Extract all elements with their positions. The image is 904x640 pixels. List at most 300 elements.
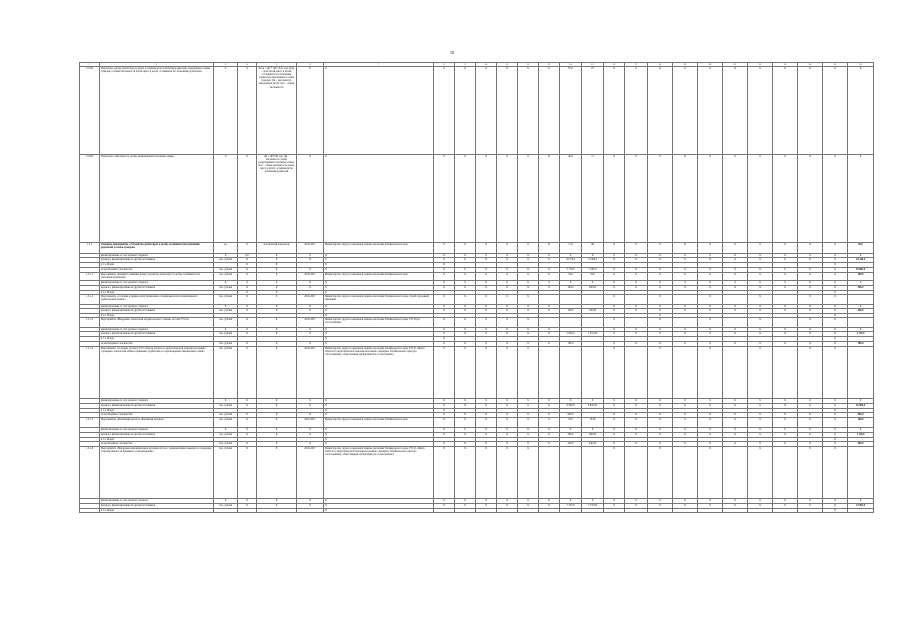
table-cell: X (698, 503, 723, 508)
table-cell: X (455, 432, 476, 437)
table-cell: X (648, 286, 673, 291)
table-cell: X (823, 268, 848, 273)
row-name-cell: в т.ч. Фонда (100, 508, 214, 512)
table-cell: 70,0 (560, 417, 582, 427)
table-cell: X (297, 503, 324, 508)
table-cell: X (698, 243, 723, 254)
table-cell: X (257, 286, 297, 291)
table-cell: X (698, 398, 723, 403)
column-number-cell: 14 (560, 63, 582, 67)
table-cell: X (604, 268, 625, 273)
table-cell: X (297, 281, 324, 286)
table-cell (238, 508, 257, 512)
table-cell: X (518, 498, 539, 503)
table-cell: 0,0 (238, 254, 257, 258)
row-name-cell: Основное мероприятие «Устройство детей-сирот и детей, оставшихся без попечения родителей, в семьи граждан» (100, 243, 214, 254)
table-cell: X (748, 243, 773, 254)
table-cell: X (297, 398, 324, 403)
table-cell: X (497, 503, 518, 508)
table-cell: X (723, 412, 748, 417)
table-cell: X (698, 441, 723, 446)
table-cell (648, 508, 673, 512)
table-cell: X (848, 305, 874, 309)
table-cell: X (848, 398, 874, 403)
table-cell (604, 508, 625, 512)
table-cell: X (625, 503, 648, 508)
row-code-cell: 1.5.1.3 (80, 318, 100, 328)
table-cell: X (648, 305, 673, 309)
table-cell (773, 446, 798, 498)
table-cell: X (773, 268, 798, 273)
table-cell (723, 346, 748, 398)
table-cell: X (748, 328, 773, 332)
table-cell: X (297, 412, 324, 417)
table-row (80, 417, 874, 427)
table-cell: X (539, 281, 560, 286)
table-cell: X (648, 346, 673, 398)
table-cell (539, 446, 560, 498)
table-cell: 6 300,0 (560, 403, 582, 408)
table-cell: X (648, 258, 673, 263)
table-cell: тыс. рублей (214, 341, 238, 346)
table-cell: X (455, 286, 476, 291)
column-number-cell: 12 (518, 63, 539, 67)
table-cell: X (698, 273, 723, 281)
table-cell (539, 295, 560, 305)
table-cell: X (539, 403, 560, 408)
table-cell: тыс. рублей (214, 417, 238, 427)
table-cell: X (214, 398, 238, 403)
table-cell: X (455, 446, 476, 498)
table-cell: X (238, 446, 257, 498)
table-cell: 300,0 (560, 286, 582, 291)
table-cell: Дв = Дв*100, где: Дв – численность детей, возвращенных в кровные семьи; Доб – общая численность детей-сирот и детей, оставшихся без попечения родителей (257, 155, 297, 243)
table-cell: X (648, 498, 673, 503)
table-cell: X (673, 427, 698, 432)
table-row (80, 346, 874, 398)
row-name-cell: Мероприятие «Создание в медико-регистрационных, специальной или ограниченных в родительских правах» (100, 295, 214, 305)
table-cell: тыс. рублей (214, 286, 238, 291)
table-cell: X (297, 341, 324, 346)
table-cell: тыс. рублей (214, 295, 238, 305)
table-cell: X (748, 273, 773, 281)
table-cell: X (673, 503, 698, 508)
table-cell: X (673, 243, 698, 254)
table-cell: X (673, 417, 698, 427)
table-cell: X (476, 398, 497, 403)
table-cell: X (518, 403, 539, 408)
table-cell: X (673, 432, 698, 437)
table-cell: X (238, 346, 257, 398)
table-cell: X (518, 318, 539, 328)
table-cell: X (476, 441, 497, 446)
table-cell: X (673, 332, 698, 337)
column-number-cell: 23 (773, 63, 798, 67)
table-cell: X (798, 318, 823, 328)
table-cell: X (698, 286, 723, 291)
table-cell: X (518, 332, 539, 337)
table-cell (560, 295, 582, 305)
table-cell: X (604, 403, 625, 408)
table-cell: X (324, 281, 434, 286)
table-cell: X (455, 305, 476, 309)
table-cell: X (604, 281, 625, 286)
table-cell: X (723, 258, 748, 263)
table-cell: 2016-2017 (297, 273, 324, 281)
table-cell: 87 (582, 67, 604, 155)
table-cell: X (539, 503, 560, 508)
table-cell: X (798, 417, 823, 427)
table-cell: X (518, 286, 539, 291)
table-cell: X (748, 258, 773, 263)
table-cell: X (823, 67, 848, 155)
table-cell: X (238, 286, 257, 291)
table-cell: X (673, 305, 698, 309)
table-cell: X (214, 305, 238, 309)
table-cell: X (748, 67, 773, 155)
table-cell (455, 508, 476, 512)
table-cell: X (748, 341, 773, 346)
table-cell: X (723, 432, 748, 437)
table-cell: 78,0 (582, 273, 604, 281)
table-cell: X (238, 403, 257, 408)
row-name-cell: в т.ч. Фонда (100, 291, 214, 295)
table-cell: X (560, 281, 582, 286)
table-cell: X (823, 273, 848, 281)
table-cell (625, 508, 648, 512)
table-cell: X (518, 328, 539, 332)
table-cell: X (748, 268, 773, 273)
table-cell (848, 318, 874, 328)
table-cell: Министерство труда и социальной защиты населения Забайкальского края, Служба (родовых) приемных (324, 295, 434, 305)
table-cell: X (497, 243, 518, 254)
table-cell: тыс. рублей (214, 258, 238, 263)
table-cell: X (238, 67, 257, 155)
table-cell: X (497, 286, 518, 291)
table-cell: 13 994,0 (582, 258, 604, 263)
row-code-cell: 1.5.1.6 (80, 446, 100, 498)
table-cell: X (823, 437, 848, 441)
row-name-cell: из необходимого количества (100, 341, 214, 346)
table-cell: X (625, 441, 648, 446)
table-cell: X (798, 309, 823, 314)
table-cell: X (539, 254, 560, 258)
table-cell: X (723, 498, 748, 503)
table-cell: X (823, 332, 848, 337)
table-cell: X (238, 398, 257, 403)
table-cell: X (497, 281, 518, 286)
table-cell: 87,0 (560, 67, 582, 155)
table-cell: X (324, 67, 434, 155)
column-number-cell: 26 (848, 63, 874, 67)
table-cell: 46,0 (560, 155, 582, 243)
row-code-cell: 1.5.1.1 (80, 273, 100, 281)
table-cell: X (476, 67, 497, 155)
row-code-cell: 1.5.002 (80, 155, 100, 243)
table-cell: X (723, 332, 748, 337)
table-cell: X (518, 273, 539, 281)
table-cell: X (673, 309, 698, 314)
table-cell: X (434, 258, 455, 263)
table-cell (560, 346, 582, 398)
table-cell: X (648, 268, 673, 273)
table-cell: X (673, 281, 698, 286)
table-cell: 560,00 (582, 432, 604, 437)
table-cell: X (497, 346, 518, 398)
table-cell: X (723, 268, 748, 273)
row-name-cell: в т.ч. Фонда (100, 437, 214, 441)
table-cell: X (214, 281, 238, 286)
table-cell: X (625, 341, 648, 346)
table-cell: X (673, 273, 698, 281)
table-cell: X (848, 427, 874, 432)
table-cell: X (324, 498, 434, 503)
table-cell: X (324, 427, 434, 432)
table-cell (476, 508, 497, 512)
table-cell: X (455, 295, 476, 305)
table-cell: X (673, 254, 698, 258)
table-cell: X (539, 441, 560, 446)
table-cell: 8 835,00 (582, 403, 604, 408)
table-cell: X (518, 268, 539, 273)
table-cell: X (455, 243, 476, 254)
table-cell: X (625, 286, 648, 291)
row-name-cell: краевого, финансирование из других источников (100, 309, 214, 314)
table-cell (723, 508, 748, 512)
table-cell: X (582, 254, 604, 258)
column-number-cell: 8 (434, 63, 455, 67)
table-cell: X (673, 498, 698, 503)
table-cell: % (214, 155, 238, 243)
table-cell: X (434, 243, 455, 254)
table-cell: X (297, 427, 324, 432)
table-cell: X (257, 417, 297, 427)
table-cell: X (434, 273, 455, 281)
table-cell: X (823, 408, 848, 412)
table-cell: X (823, 281, 848, 286)
table-cell: X (748, 417, 773, 427)
table-cell: 300,0 (848, 286, 874, 291)
column-number-cell: 19 (673, 63, 698, 67)
table-cell: X (257, 432, 297, 437)
row-name-cell: краевого, финансирование из других источников (100, 258, 214, 263)
table-cell: X (324, 305, 434, 309)
table-cell: X (560, 427, 582, 432)
table-cell: Министерство труда и социальной защиты населения Забайкальского края, ГУСО «Центр психолого-педагогической помощи населению «Доверие» Забайкальского края (по согласованию), общественная организация (по согласованию) (324, 446, 434, 498)
table-cell: X (324, 286, 434, 291)
table-cell: X (297, 268, 324, 273)
table-cell: X (518, 309, 539, 314)
table-cell: X (238, 318, 257, 328)
table-cell: 70,00 (582, 417, 604, 427)
table-cell: X (748, 503, 773, 508)
row-name-cell: финансирование за счет краевого бюджета (100, 427, 214, 432)
table-cell: X (434, 403, 455, 408)
table-cell: X (625, 432, 648, 437)
table-cell: X (823, 337, 848, 341)
table-cell: X (497, 67, 518, 155)
table-cell: X (848, 328, 874, 332)
row-name-cell: финансирование за счет краевого бюджета (100, 254, 214, 258)
table-cell: X (497, 258, 518, 263)
table-cell: X (497, 427, 518, 432)
table-cell: X (582, 398, 604, 403)
table-cell: X (324, 309, 434, 314)
table-cell: X (497, 398, 518, 403)
table-cell: X (625, 412, 648, 417)
table-cell: X (648, 295, 673, 305)
table-cell: X (723, 309, 748, 314)
table-cell: 2016-2017 (297, 318, 324, 328)
row-name-cell: Мероприятие «Внедрение инновационных методик работы с замещающими семьями по поддержке и преемственности приемного сопровождения» (100, 446, 214, 498)
table-cell: X (648, 328, 673, 332)
table-cell: 780,0 (848, 341, 874, 346)
table-cell: X (823, 417, 848, 427)
table-cell: X (434, 309, 455, 314)
table-cell: X (625, 67, 648, 155)
table-cell: X (455, 67, 476, 155)
column-number-cell: 4 (238, 63, 257, 67)
table-cell: X (823, 258, 848, 263)
table-cell: X (539, 309, 560, 314)
table-cell: Министерство труда и социальной защиты населения Забайкальского края, ГУСО «Центр психолого-педагогической помощи населению «Доверие» Забайкальского края (по согласованию), общественная организация (по согласованию) (324, 346, 434, 398)
table-cell: X (297, 305, 324, 309)
table-cell: 2016-2017 (297, 243, 324, 254)
table-cell: X (773, 332, 798, 337)
table-cell: 2016-2017 (297, 295, 324, 305)
table-cell (560, 318, 582, 328)
table-cell: 18 776,0 (560, 258, 582, 263)
table-cell: X (476, 432, 497, 437)
table-cell: X (625, 498, 648, 503)
table-cell: X (324, 155, 434, 243)
table-cell: X (434, 263, 455, 268)
table-cell: X (324, 412, 434, 417)
table-cell: X (518, 412, 539, 417)
table-cell: X (297, 155, 324, 243)
table-cell: X (476, 446, 497, 498)
table-cell: X (748, 432, 773, 437)
table-cell: X (773, 67, 798, 155)
table-cell: X (257, 446, 297, 498)
table-cell: X (698, 332, 723, 337)
table-cell: X (238, 498, 257, 503)
row-name-cell: краевого, финансирование из других источников (100, 403, 214, 408)
table-cell: X (257, 268, 297, 273)
table-cell: X (773, 281, 798, 286)
table-cell (773, 346, 798, 398)
row-name-cell: краевого, финансирование из других источников (100, 503, 214, 508)
table-cell: X (823, 346, 848, 398)
table-cell: 1 631,00 (582, 332, 604, 337)
table-cell: X (604, 155, 625, 243)
table-cell (539, 508, 560, 512)
table-cell: X (723, 281, 748, 286)
table-cell: X (823, 295, 848, 305)
table-cell: X (324, 263, 434, 268)
table-cell: 7 370,0 (560, 503, 582, 508)
table-cell: X (518, 341, 539, 346)
table-cell: X (648, 398, 673, 403)
table-cell: X (497, 328, 518, 332)
table-cell: X (324, 441, 434, 446)
table-cell: X (297, 254, 324, 258)
table-cell: X (648, 281, 673, 286)
table-cell: X (604, 432, 625, 437)
table-cell: X (673, 403, 698, 408)
row-name-cell: Мероприятие «Внедрение технологии «Родительская гостиная» на базе ГУСО» (100, 318, 214, 328)
table-cell: Министерство труда и социальной защиты населения Забайкальского края (324, 273, 434, 281)
table-cell: X (648, 341, 673, 346)
table-cell: X (604, 309, 625, 314)
row-code-cell (80, 508, 100, 512)
table-cell (434, 508, 455, 512)
table-cell: X (798, 398, 823, 403)
table-cell: X (297, 309, 324, 314)
table-cell: X (518, 305, 539, 309)
table-cell: X (214, 328, 238, 332)
table-cell: X (476, 295, 497, 305)
table-cell: X (823, 309, 848, 314)
table-cell: X (238, 295, 257, 305)
table-cell: X (823, 427, 848, 432)
table-cell: X (604, 243, 625, 254)
table-cell (539, 346, 560, 398)
table-cell: X (698, 446, 723, 498)
table-cell: X (582, 498, 604, 503)
table-cell: X (497, 446, 518, 498)
table-cell: X (748, 441, 773, 446)
table-cell: X (434, 408, 455, 412)
table-cell: X (604, 427, 625, 432)
table-cell: X (648, 446, 673, 498)
table-cell (723, 295, 748, 305)
table-cell: X (324, 314, 434, 318)
table-cell: тыс. рублей (214, 309, 238, 314)
table-cell: X (518, 346, 539, 398)
table-cell: X (748, 155, 773, 243)
table-cell: X (748, 446, 773, 498)
column-number-cell: 15 (582, 63, 604, 67)
table-cell: X (434, 332, 455, 337)
row-name-cell: финансирование за счет краевого бюджета (100, 328, 214, 332)
table-cell: X (497, 441, 518, 446)
table-cell: X (823, 254, 848, 258)
column-number-cell: 11 (497, 63, 518, 67)
table-cell: X (798, 446, 823, 498)
table-cell: X (648, 412, 673, 417)
table-cell: X (848, 498, 874, 503)
table-cell: 2016-2017 (297, 346, 324, 398)
table-cell: X (823, 291, 848, 295)
table-cell: X (723, 273, 748, 281)
table-cell: X (257, 318, 297, 328)
table-cell: X (823, 498, 848, 503)
table-cell (673, 446, 698, 498)
table-cell (497, 508, 518, 512)
column-number-cell: 18 (648, 63, 673, 67)
table-cell: X (518, 155, 539, 243)
table-cell: X (455, 403, 476, 408)
table-cell: X (698, 268, 723, 273)
row-name-cell: краевого, финансирование из других источников (100, 432, 214, 437)
table-cell (848, 508, 874, 512)
table-cell: X (434, 346, 455, 398)
table-cell: X (434, 286, 455, 291)
table-cell: X (582, 281, 604, 286)
row-name-cell: в т.ч. Фонда (100, 408, 214, 412)
table-cell: X (604, 318, 625, 328)
